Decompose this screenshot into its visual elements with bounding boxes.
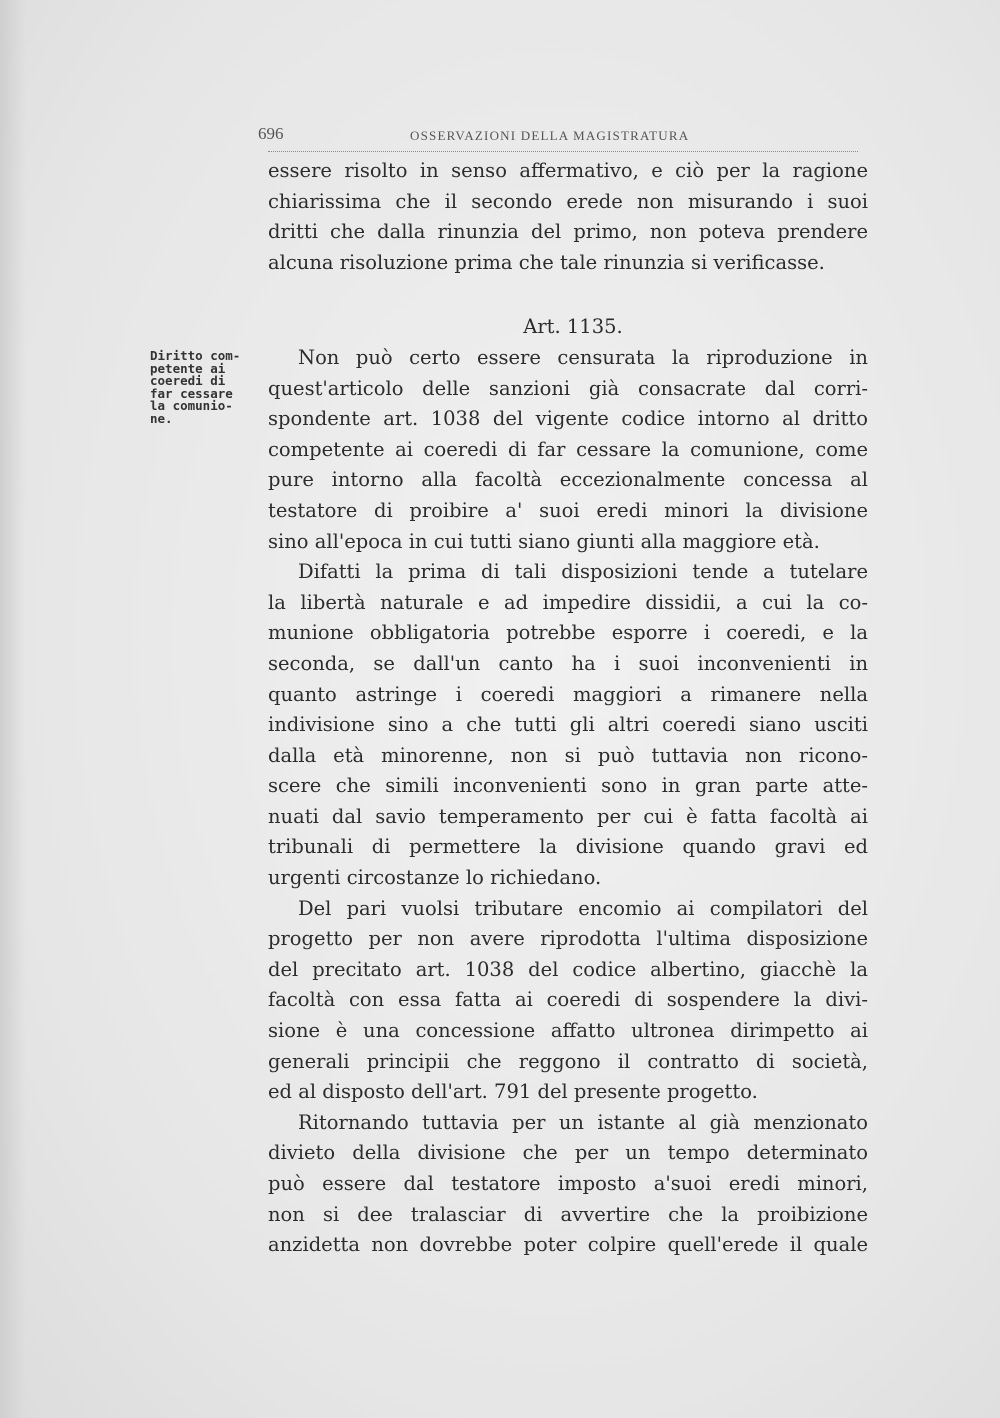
text-line: del precitato art. 1038 del codice albertino, giacchè la xyxy=(268,957,868,981)
spacer xyxy=(268,278,868,312)
text-line: quanto astringe i coeredi maggiori a rimanere nella xyxy=(268,682,868,706)
text-line: pure intorno alla facoltà eccezionalmente concessa al xyxy=(268,468,868,492)
text-line: sino all'epoca in cui tutti siano giunti alla maggiore età. xyxy=(268,529,820,553)
text-line: non si dee tralasciar di avvertire che la proibizione xyxy=(268,1202,868,1226)
text-line: quest'articolo delle sanzioni già consacrate dal corri- xyxy=(268,376,868,400)
running-head xyxy=(258,124,878,150)
margin-note-line: ne. xyxy=(150,410,173,426)
margin-note-line: petente ai xyxy=(150,360,226,376)
text-line: può essere dal testatore imposto a'suoi eredi minori, xyxy=(268,1172,868,1195)
text-line: indivisione sino a che tutti gli altri coeredi siano usciti xyxy=(268,713,868,737)
text-line: seconda, se dall'un canto ha i suoi inconvenienti in xyxy=(268,651,868,675)
text-line: generali principii che reggono il contratto di società, xyxy=(268,1049,868,1073)
page-number: 696 xyxy=(258,124,284,143)
text-line: Difatti la prima di tali disposizioni tende a tutelare xyxy=(298,560,868,584)
text-line: facoltà con essa fatta ai coeredi di sospendere la divi- xyxy=(268,988,868,1012)
text-line: divieto della divisione che per un tempo determinato xyxy=(268,1141,868,1165)
margin-note-line: la comunio- xyxy=(150,398,233,413)
text-line: la libertà naturale e ad impedire dissidii, a cui la co- xyxy=(268,590,868,614)
margin-note-line: coeredi di xyxy=(150,373,226,388)
article-heading: Art. 1135. xyxy=(523,315,623,339)
gutter-shadow xyxy=(0,0,26,1418)
text-line: nuati dal savio temperamento per cui è fatta facoltà ai xyxy=(268,804,868,828)
header-rule xyxy=(268,151,858,152)
text-line: ed al disposto dell'art. 791 del presente progetto. xyxy=(268,1080,758,1104)
text-line: competente ai coeredi di far cessare la comunione, come xyxy=(268,437,868,461)
text-line: chiarissima che il secondo erede non misurando i suoi xyxy=(268,189,868,213)
text-line: munione obbligatoria potrebbe esporre i coeredi, e la xyxy=(268,621,868,645)
text-line: dritti che dalla rinunzia del primo, non poteva prendere xyxy=(268,220,868,244)
text-line: progetto per non avere riprodotta l'ultima disposizione xyxy=(268,927,868,951)
text-line: Non può certo essere censurata la riproduzione in xyxy=(298,345,868,369)
text-line: Del pari vuolsi tributare encomio ai compilatori del xyxy=(298,896,868,920)
margin-note xyxy=(150,350,260,425)
margin-note-line: Diritto com- xyxy=(150,348,241,363)
text-line: scere che simili inconvenienti sono in gran parte atte- xyxy=(268,774,868,798)
text-line: dalla età minorenne, non si può tuttavia non ricono- xyxy=(268,743,868,767)
text-line: Ritornando tuttavia per un istante al già menzionato xyxy=(298,1110,868,1134)
body-text xyxy=(268,156,868,1261)
text-line: spondente art. 1038 del vigente codice intorno al dritto xyxy=(268,407,868,431)
text-line: sione è una concessione affatto ultronea dirimpetto ai xyxy=(268,1019,868,1043)
text-line: alcuna risoluzione prima che tale rinunzia si verificasse. xyxy=(268,250,825,274)
text-line: essere risolto in senso affermativo, e ciò per la ragione xyxy=(268,159,868,182)
text-line: anzidetta non dovrebbe poter colpire quell'erede il quale xyxy=(268,1233,868,1257)
text-line: urgenti circostanze lo richiedano. xyxy=(268,866,602,890)
margin-note-line: far cessare xyxy=(150,385,233,401)
running-title: OSSERVAZIONI DELLA MAGISTRATURA xyxy=(410,128,690,143)
text-line: tribunali di permettere la divisione quando gravi ed xyxy=(268,835,868,859)
text-line: testatore di proibire a' suoi eredi minori la divisione xyxy=(268,498,868,522)
